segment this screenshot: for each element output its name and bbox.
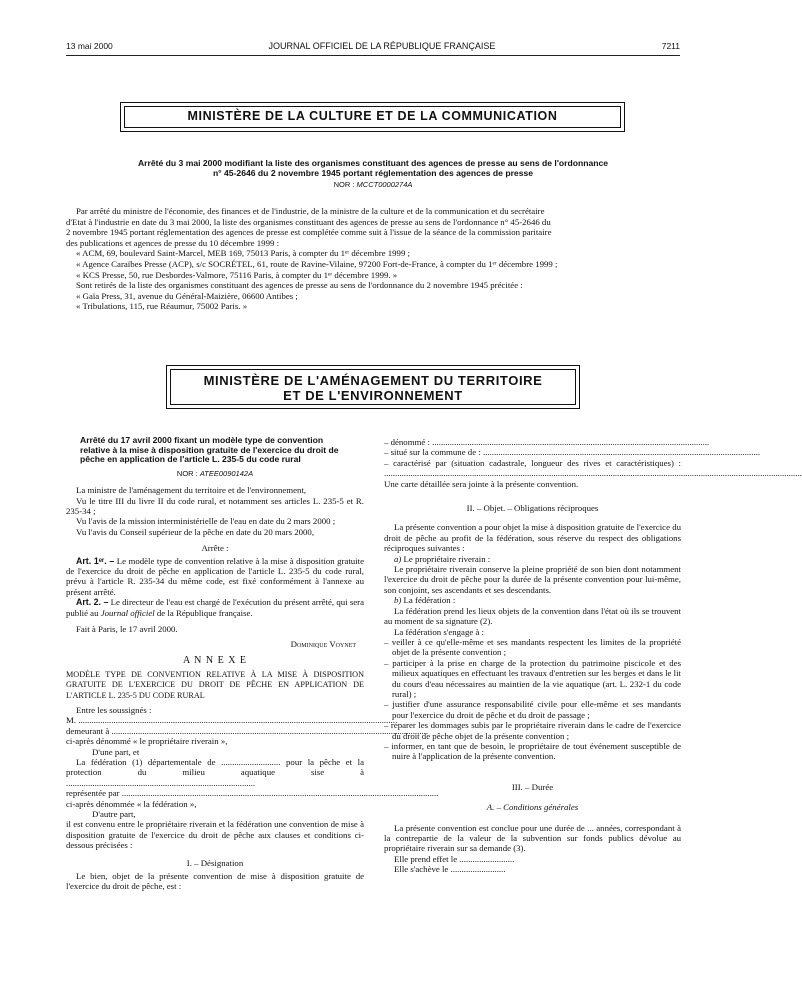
article-2: Art. 2. – Le directeur de l'eau est chargé de l'exécution du présent arrêté, qui sera publié au Journal officiel de la République française.: [66, 597, 364, 618]
field-acheve: Elle s'achève le .........................: [394, 864, 506, 875]
engage-label: La fédération s'engage à :: [394, 626, 484, 637]
header-date: 13 mai 2000: [66, 41, 113, 51]
field-m: M. ................................................................................................................................................: [66, 715, 395, 726]
body-line: d'Etat à l'industrie en date du 3 mai 2000, la liste des organismes constituant des agences de presse au sens de l'ordonnance n° 45-2646 du: [66, 216, 551, 227]
nor-culture: NOR : MCCT0000274A: [333, 180, 413, 189]
item-b: b) La fédération :: [394, 595, 456, 606]
fait-a-paris: Fait à Paris, le 17 avril 2000.: [76, 624, 178, 635]
paragraph: La ministre de l'aménagement du territoire et de l'environnement,: [76, 485, 307, 496]
field-federation: La fédération (1) départementale de ........................... pour la pêche et la protection du milieu aquatique sise à ......................................................................................: [66, 756, 364, 788]
carte-note: Une carte détaillée sera jointe à la présente convention.: [384, 478, 579, 489]
nor-environment: NOR : ATEE0090142A: [176, 468, 254, 478]
item-a-paragraph: Le propriétaire riverain conserve la pleine propriété de son bien dont notamment l'exercice du droit de pêche pour la durée de la présente convention pour lui-même, son conjoint, ses ascendants et ses descendants.: [384, 564, 681, 595]
field-effet: Elle prend effet le .........................: [394, 853, 515, 864]
obligation-item: – participer à la prise en charge de la protection du patrimoine piscicole et des milieux aquatiques en effectuant les travaux d'entretien sur les berges et dans le lit du cours d'eau nécessaires au maintien de la vie aquatique (art. L. 232-1 du code rural) ;: [384, 657, 681, 699]
ministry-box-culture: [120, 102, 625, 132]
header-page-number: 7211: [661, 41, 680, 51]
decree-title-environment: Arrêté du 17 avril 2000 fixant un modèle type de convention relative à la mise à disposition gratuite de l'exercice du droit de pêche en application de l'article L. 235-5 du code rural: [80, 435, 339, 465]
item-b-paragraph: La fédération prend les lieux objets de la convention dans l'état où ils se trouvent au moment de sa signature (2).: [384, 605, 681, 627]
body-line: « ACM, 69, boulevard Saint-Marcel, MEB 169, 75013 Paris, à compter du 1ᵉʳ décembre 1999 ;: [76, 248, 410, 259]
obligation-item: – réparer les dommages subis par le propriétaire riverain dans le cadre de l'exercice du droit de pêche objet de la présente convention ;: [384, 720, 681, 741]
field-caracterise: – caractérisé par (situation cadastrale, longueur des rives et caractéristiques) : ..............................................................................................................................................................................................: [384, 457, 802, 479]
right-column: [384, 437, 802, 875]
header-rule: [66, 55, 680, 56]
ministry-title-environment: MINISTÈRE DE L'AMÉNAGEMENT DU TERRITOIRE ET DE L'ENVIRONNEMENT: [203, 373, 543, 403]
convenu-paragraph: il est convenu entre le propriétaire riverain et la fédération une convention de mise à disposition gratuite de l'exercice du droit de pêche aux clauses et conditions ci-dessous précisées :: [66, 819, 364, 851]
arrete-label: Arrête :: [201, 543, 229, 554]
objet-paragraph: La présente convention a pour objet la mise à disposition gratuite de l'exercice du droit de pêche au profit de la fédération, sous réserve du respect des obligations réciproques suivantes :: [384, 522, 681, 554]
obligation-item: – justifier d'une assurance responsabilité civile pour elle-même et ses mandants pour l'exercice du droit de pêche et du droit de passage ;: [384, 699, 681, 720]
d-autre-part: D'autre part,: [92, 808, 136, 819]
body-line: « Gaïa Press, 31, avenue du Général-Maizière, 06600 Antibes ;: [76, 290, 298, 301]
ministry-box-environment: [166, 365, 580, 409]
duree-paragraph: La présente convention est conclue pour une durée de ... années, correspondant à la contrepartie de la valeur de la subvention sur fonds publics dévolue au propriétaire riverain sur sa demande (3).: [384, 822, 681, 854]
decree-title-culture: Arrêté du 3 mai 2000 modifiant la liste des organismes constituant des agences de presse au sens de l'ordonnance n° 45-2646 du 2 novembre 1945 portant réglementation des agences de presse: [137, 158, 609, 178]
ci-apres-federation: ci-après dénommée « la fédération »,: [66, 798, 197, 809]
header-journal: JOURNAL OFFICIEL DE LA RÉPUBLIQUE FRANÇAISE: [268, 41, 496, 51]
annexe-heading: A N N E X E: [182, 654, 248, 666]
body-line: « KCS Presse, 50, rue Desbordes-Valmore, 75116 Paris, à compter du 1ᵉʳ décembre 1999. »: [76, 269, 398, 280]
body-line: Sont retirés de la liste des organismes constituant des agences de presse au sens de l'ordonnance du 2 novembre 1945 précitée :: [76, 280, 523, 291]
body-line: Par arrêté du ministre de l'économie, des finances et de l'industrie, de la ministre de la culture et de la communication et du secrétaire: [76, 206, 545, 216]
d-une-part: D'une part, et: [92, 746, 140, 757]
obligation-item: – veiller à ce qu'elle-même et ses mandants respectent les limites de la propriété objet de la présente convention ;: [384, 636, 681, 658]
body-line: des publications et agences de presse du 10 décembre 1999 :: [66, 237, 280, 248]
field-demeurant: demeurant à ................................................................................................................................................: [66, 725, 429, 736]
body-line: « Tribulations, 115, rue Réaumur, 75002 Paris. »: [76, 301, 248, 312]
heading-objet: II. – Objet. – Obligations réciproques: [466, 503, 599, 514]
decree-body-culture: [66, 206, 680, 312]
body-line: « Agence Caraïbes Presse (ACP), s/c SOCRÉTEL, 61, route de Ravine-Vilaine, 97200 Fort-de-France, à compter du 1ᵉʳ décembre 1999 ;: [76, 258, 558, 269]
heading-conditions-generales: A. – Conditions générales: [486, 802, 579, 813]
heading-designation: I. – Désignation: [186, 857, 244, 868]
article-1: Art. 1ᵉʳ. – Le modèle type de convention relative à la mise à disposition gratuite de l'exercice du droit de pêche en application de l'article L. 235-5 du code rural, prévu à l'article R. 235-34 du même code, est fixé conformément à l'annexe au présent arrêté.: [66, 555, 365, 597]
bien-paragraph: Le bien, objet de la présente convention de mise à disposition gratuite de l'exercice du droit de pêche, est :: [66, 870, 364, 892]
ci-apres-proprietaire: ci-après dénommé « le propriétaire riverain »,: [66, 736, 228, 747]
heading-duree: III. – Durée: [511, 781, 554, 792]
field-situe: – situé sur la commune de : ..............................................................................................................................: [384, 447, 761, 458]
ministry-title-culture: MINISTÈRE DE LA CULTURE ET DE LA COMMUNICATION: [187, 109, 558, 123]
body-line: 2 novembre 1945 portant réglementation des agences de presse est complétée comme suit à l'issue de la séance de la commission paritaire: [66, 227, 552, 238]
signature: Dominique Voynet: [290, 639, 356, 650]
obligation-item: – informer, en tant que de besoin, le propriétaire de tout événement susceptible de nuire à l'application de la présente convention.: [384, 740, 681, 762]
model-title: MODÈLE TYPE DE CONVENTION RELATIVE À LA MISE À DISPOSITION GRATUITE DE L'EXERCICE DU DROIT DE PÊCHE EN APPLICATION DE L'ARTICLE L. 235-5 DU CODE RURAL: [66, 670, 364, 700]
field-denomme: – dénommé : ..............................................................................................................................: [384, 437, 710, 447]
entre-soussignes: Entre les soussignés :: [76, 704, 152, 715]
paragraph: Vu l'avis de la mission interministérielle de l'eau en date du 2 mars 2000 ;: [76, 516, 336, 527]
paragraph: Vu le titre III du livre II du code rural, et notamment ses articles L. 235-5 et R. 235-34 ;: [66, 495, 364, 516]
item-a: a) Le propriétaire riverain :: [394, 553, 491, 564]
paragraph: Vu l'avis du Conseil supérieur de la pêche en date du 20 mars 2000,: [76, 526, 315, 537]
field-representee: représentée par ................................................................................................................................................: [66, 788, 439, 799]
